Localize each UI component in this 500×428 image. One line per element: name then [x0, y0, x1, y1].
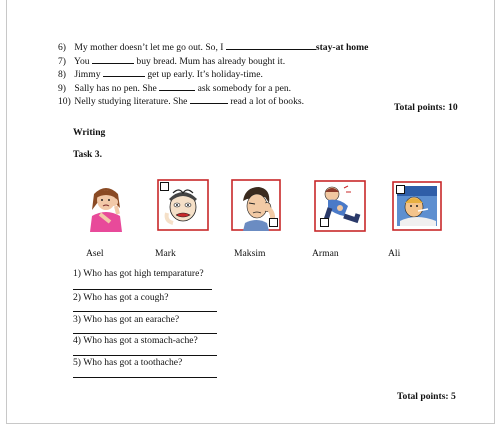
total-points-label: Total points: 10	[394, 102, 458, 113]
task-heading: Task 3.	[73, 149, 102, 160]
line-text: Jimmy	[74, 69, 101, 81]
line-text: get up early. It’s holiday-time.	[147, 69, 263, 81]
character-name: Asel	[86, 248, 104, 259]
girl-headache-icon	[80, 180, 132, 232]
answer-checkbox[interactable]	[269, 218, 278, 227]
character-name: Mark	[155, 248, 176, 259]
answer-checkbox[interactable]	[320, 218, 329, 227]
exercise-line	[58, 54, 368, 68]
character-name: Arman	[312, 248, 339, 259]
question: 4) Who has got a stomach-ache?	[73, 335, 198, 346]
answer-line[interactable]	[73, 311, 217, 312]
section-heading: Writing	[73, 127, 106, 138]
line-text: read a lot of books.	[230, 96, 305, 108]
question: 3) Who has got an earache?	[73, 314, 180, 325]
exercise-line	[58, 67, 368, 81]
line-text: Nelly studying literature. She	[74, 96, 188, 108]
question: 5) Who has got a toothache?	[73, 357, 183, 368]
exercise-line	[58, 40, 368, 54]
line-text-answer: stay-at home	[315, 42, 369, 53]
line-number: 7)	[58, 55, 66, 67]
answer-line[interactable]	[73, 377, 217, 378]
total-points-label: Total points: 5	[397, 391, 456, 402]
answer-checkbox[interactable]	[396, 185, 405, 194]
line-number: 8)	[58, 69, 66, 81]
exercise-line	[58, 81, 368, 95]
line-number: 9)	[58, 82, 66, 94]
boy-earache-icon	[231, 179, 281, 231]
question: 2) Who has got a cough?	[73, 292, 169, 303]
exercise-list	[58, 40, 368, 108]
boy-fever-icon	[392, 181, 442, 231]
character-name: Ali	[388, 248, 401, 259]
answer-blank[interactable]	[190, 94, 228, 104]
girl-toothache-icon	[157, 179, 209, 231]
answer-line[interactable]	[73, 289, 212, 290]
answer-blank[interactable]	[226, 40, 316, 50]
answer-checkbox[interactable]	[160, 182, 169, 191]
question: 1) Who has got high temparature?	[73, 268, 204, 279]
exercise-line	[58, 94, 368, 108]
line-text: ask somebody for a pen.	[197, 82, 292, 94]
line-text: You	[74, 55, 90, 67]
character-name: Maksim	[234, 248, 266, 259]
answer-line[interactable]	[73, 333, 217, 334]
line-number: 10)	[58, 96, 71, 108]
line-text: Sally has no pen. She	[74, 82, 157, 94]
answer-blank[interactable]	[159, 81, 195, 91]
answer-line[interactable]	[73, 355, 217, 356]
line-number: 6)	[58, 42, 66, 53]
line-text: My mother doesn’t let me go out. So, I	[74, 42, 224, 53]
line-text: buy bread. Mum has already bought it.	[136, 55, 286, 67]
answer-blank[interactable]	[92, 54, 134, 64]
boy-stomachache-icon	[314, 180, 366, 232]
answer-blank[interactable]	[103, 67, 145, 77]
